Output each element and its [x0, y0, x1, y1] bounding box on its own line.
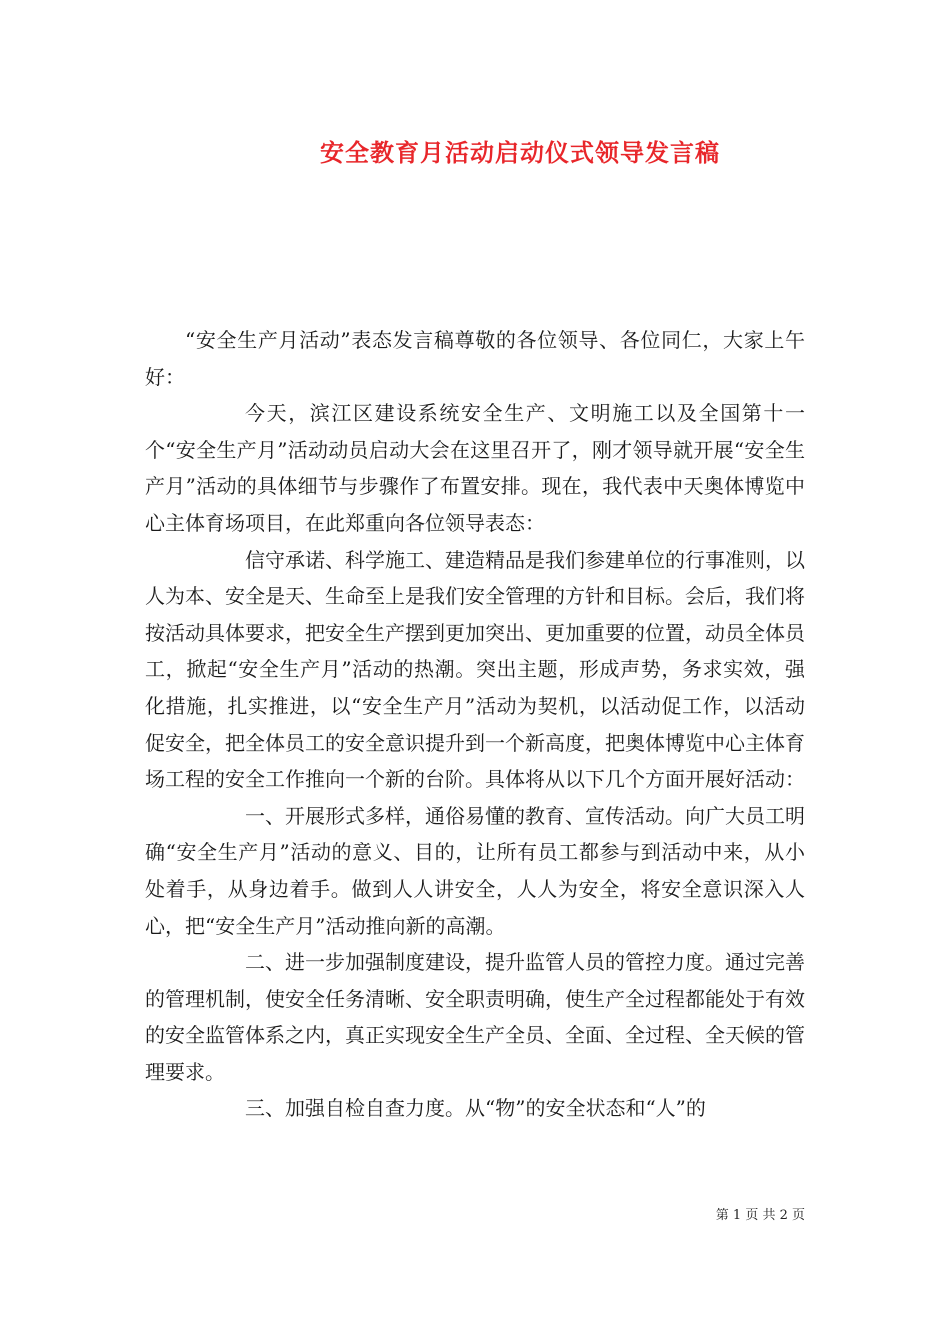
page-number: 第 1 页 共 2 页 — [715, 1208, 805, 1223]
body-paragraph: 今天，滨江区建设系统安全生产、文明施工以及全国第十一个“安全生产月”活动动员启动大会在这里召开了，刚才领导就开展“安全生产月”活动的具体细节与步骤作了布置安排。现在，我代表中天奥体博览中心主体育场项目，在此郑重向各位领导表态： — [145, 401, 805, 535]
body-paragraph: 信守承诺、科学施工、建造精品是我们参建单位的行事准则，以人为本、安全是天、生命至上是我们安全管理的方针和目标。会后，我们将按活动具体要求，把安全生产摆到更加突出、更加重要的位置，动员全体员工，掀起“安全生产月”活动的热潮。突出主题，形成声势，务求实效，强化措施，扎实推进，以“安全生产月”活动为契机，以活动促工作，以活动促安全，把全体员工的安全意识提升到一个新高度，把奥体博览中心主体育场工程的安全工作推向一个新的台阶。具体将从以下几个方面开展好活动： — [145, 547, 805, 792]
opening-paragraph: “安全生产月活动”表态发言稿尊敬的各位领导、各位同仁，大家上午好： — [145, 328, 805, 389]
body-paragraph: 二、进一步加强制度建设，提升监管人员的管控力度。通过完善的管理机制，使安全任务清晰、安全职责明确，使生产全过程都能处于有效的安全监管体系之内，真正实现安全生产全员、全面、全过程、全天候的管理要求。 — [145, 950, 805, 1084]
document-body — [145, 322, 805, 1127]
document-title: 安全教育月活动启动仪式领导发言稿 — [320, 138, 720, 167]
body-paragraph: 三、加强自检自查力度。从“物”的安全状态和“人”的 — [245, 1096, 706, 1121]
body-paragraph: 一、开展形式多样，通俗易懂的教育、宣传活动。向广大员工明确“安全生产月”活动的意义、目的，让所有员工都参与到活动中来，从小处着手，从身边着手。做到人人讲安全，人人为安全，将安全意识深入人心，把“安全生产月”活动推向新的高潮。 — [145, 803, 805, 938]
